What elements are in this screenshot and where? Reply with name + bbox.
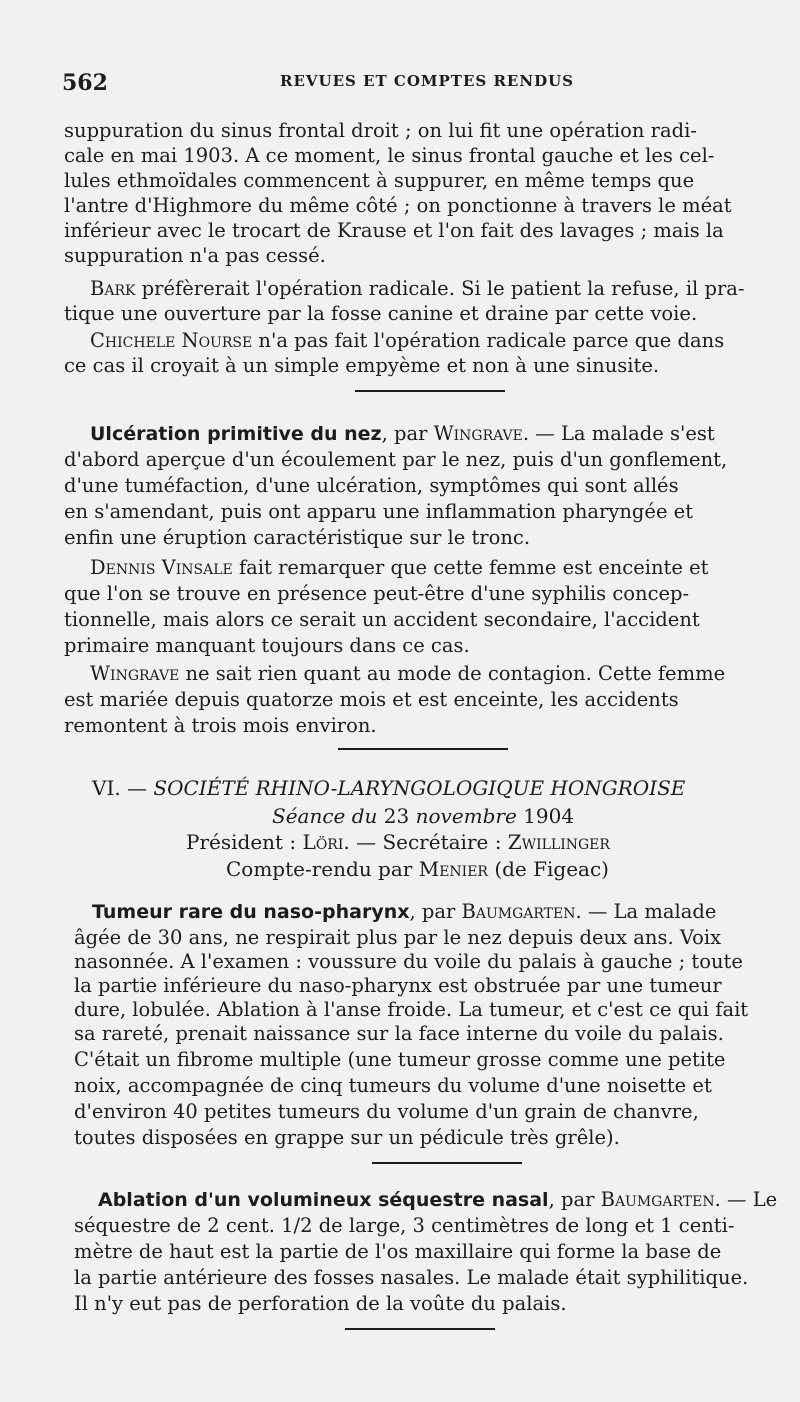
text-line: la partie antérieure des fosses nasales. Le malade était syphilitique.	[74, 1266, 749, 1289]
text-span: Compte-rendu par	[226, 857, 419, 881]
text-line: enfin une éruption caractéristique sur le tronc.	[64, 526, 531, 549]
text-line: tionnelle, mais alors ce serait un accident secondaire, l'accident	[64, 608, 700, 631]
text-line: cale en mai 1903. A ce moment, le sinus frontal gauche et les cel-	[64, 144, 715, 167]
text-line: toutes disposées en grappe sur un pédicule très grêle).	[74, 1126, 620, 1149]
text-span: . — La malade	[575, 900, 717, 923]
text-span: préfèrerait l'opération radicale. Si le patient la refuse, il pra-	[135, 277, 745, 300]
author-name: Zwillinger	[507, 830, 610, 854]
text-line	[90, 329, 724, 353]
author-name: Baumgarten	[461, 900, 576, 923]
text-span: 1904	[523, 804, 575, 828]
text-line: inférieur avec le trocart de Krause et l'on fait des lavages ; mais la	[64, 219, 724, 242]
text-line: noix, accompagnée de cinq tumeurs du volume d'une noisette et	[74, 1074, 712, 1097]
text-line	[90, 277, 745, 301]
running-title: REVUES ET COMPTES RENDUS	[280, 72, 574, 90]
text-span: Président :	[186, 830, 303, 854]
text-line: séquestre de 2 cent. 1/2 de large, 3 centimètres de long et 1 centi-	[74, 1214, 735, 1237]
text-line: en s'amendant, puis ont apparu une inflammation pharyngée et	[64, 500, 694, 523]
text-line: l'antre d'Highmore du même côté ; on ponctionne à travers le méat	[64, 194, 732, 217]
text-span: , par	[548, 1188, 601, 1211]
text-span: ne sait rien quant au mode de contagion. Cette femme	[179, 662, 726, 685]
section-heading	[92, 775, 685, 801]
author-name: Chichele Nourse	[90, 329, 253, 352]
text-span: . — Secrétaire :	[343, 830, 508, 854]
text-line: suppuration du sinus frontal droit ; on lui fit une opération radi-	[64, 119, 697, 142]
text-line: est mariée depuis quatorze mois et est enceinte, les accidents	[64, 688, 679, 711]
text-line	[92, 900, 716, 924]
text-line: lules ethmoïdales commencent à suppurer, en même temps que	[64, 169, 695, 192]
section-divider	[372, 1162, 522, 1164]
officers-line	[186, 829, 610, 855]
author-name: Wingrave	[433, 422, 523, 445]
text-line: d'environ 40 petites tumeurs du volume d'un grain de chanvre,	[74, 1100, 699, 1123]
text-line: mètre de haut est la partie de l'os maxillaire qui forme la base de	[74, 1240, 722, 1263]
text-line: âgée de 30 ans, ne respirait plus par le nez depuis deux ans. Voix	[74, 926, 722, 949]
text-span: 23	[383, 804, 410, 828]
text-line: tique une ouverture par la fosse canine et draine par cette voie.	[64, 302, 698, 325]
text-line: C'était un fibrome multiple (une tumeur grosse comme une petite	[74, 1048, 726, 1071]
article-title: Ulcération primitive du nez	[90, 423, 382, 445]
text-line: suppuration n'a pas cessé.	[64, 244, 326, 267]
section-divider	[345, 1328, 495, 1330]
author-name: Baumgarten	[600, 1188, 715, 1211]
text-line: que l'on se trouve en présence peut-être d'une syphilis concep-	[64, 582, 690, 605]
text-line: d'abord aperçue d'un écoulement par le nez, puis d'un gonflement,	[64, 448, 728, 471]
text-span: novembre	[409, 804, 524, 828]
text-span: . — Le	[714, 1188, 778, 1211]
article-title: Tumeur rare du naso-pharynx	[92, 901, 410, 923]
seance-date	[272, 803, 574, 829]
section-numeral: VI. —	[92, 776, 154, 800]
text-span: (de Figeac)	[487, 857, 609, 881]
text-line	[90, 662, 725, 686]
text-span: , par	[381, 422, 434, 445]
page-number: 562	[62, 70, 108, 96]
text-line: ce cas il croyait à un simple empyème et non à une sinusite.	[64, 354, 660, 377]
text-line: nasonnée. A l'examen : voussure du voile du palais à gauche ; toute	[74, 950, 743, 973]
section-divider	[338, 748, 508, 750]
text-line: la partie inférieure du naso-pharynx est obstruée par une tumeur	[74, 974, 722, 997]
author-name: Wingrave	[90, 662, 180, 685]
text-line: dure, lobulée. Ablation à l'anse froide. La tumeur, et c'est ce qui fait	[74, 998, 749, 1021]
text-line	[90, 422, 715, 446]
text-span: . — La malade s'est	[522, 422, 715, 445]
text-span: Séance du	[272, 804, 384, 828]
text-line: d'une tuméfaction, d'une ulcération, symptômes qui sont allés	[64, 474, 679, 497]
author-name: Bark	[90, 277, 136, 300]
text-span: n'a pas fait l'opération radicale parce que dans	[252, 329, 725, 352]
section-divider	[355, 390, 505, 392]
text-span: fait remarquer que cette femme est enceinte et	[232, 556, 709, 579]
text-line	[98, 1188, 777, 1212]
text-line: sa rareté, prenait naissance sur la face interne du voile du palais.	[74, 1022, 724, 1045]
article-title: Ablation d'un volumineux séquestre nasal	[98, 1189, 549, 1211]
author-name: Menier	[418, 857, 488, 881]
text-line: Il n'y eut pas de perforation de la voûte du palais.	[74, 1292, 567, 1315]
text-line	[90, 556, 709, 580]
author-name: Löri	[302, 830, 344, 854]
author-name: Dennis Vinsale	[90, 556, 233, 579]
text-line: primaire manquant toujours dans ce cas.	[64, 634, 470, 657]
text-line: remontent à trois mois environ.	[64, 714, 377, 737]
text-span: , par	[409, 900, 462, 923]
society-name: SOCIÉTÉ RHINO-LARYNGOLOGIQUE HONGROISE	[153, 776, 686, 800]
report-line	[226, 856, 609, 882]
